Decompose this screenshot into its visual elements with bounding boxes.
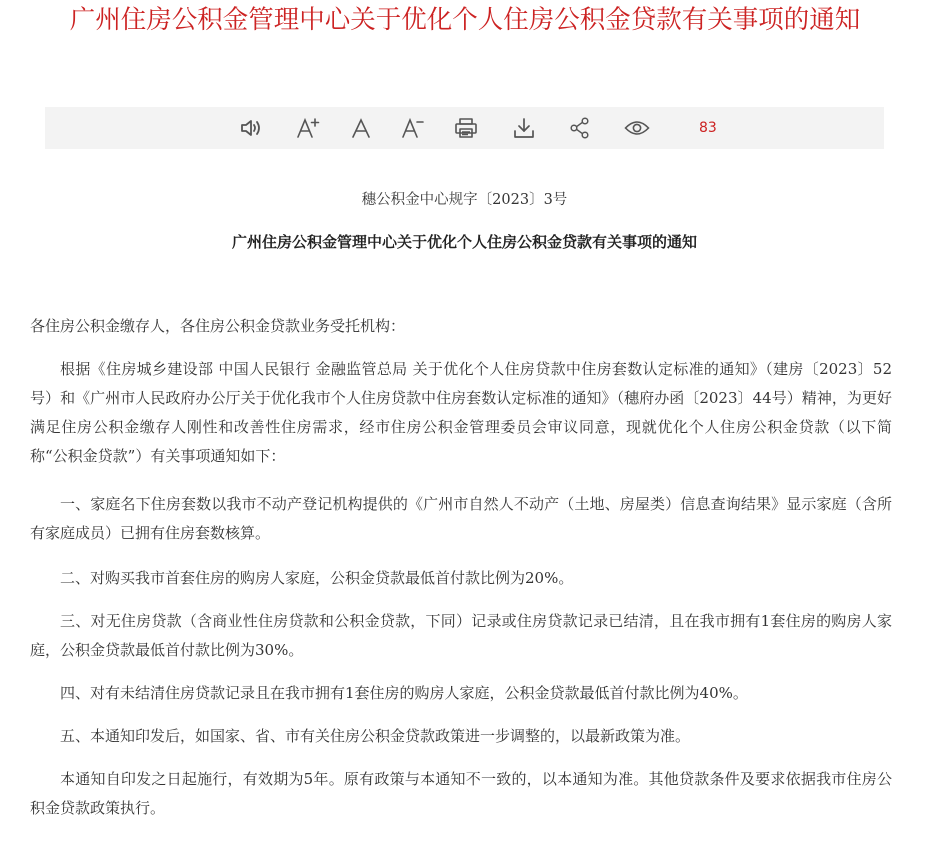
item-2-paragraph: 二、对购买我市首套住房的购房人家庭，公积金贷款最低首付款比例为20%。 bbox=[60, 569, 574, 587]
font-default-icon[interactable] bbox=[347, 114, 375, 142]
item-3-paragraph: 三、对无住房贷款（含商业性住房贷款和公积金贷款，下同）记录或住房贷款记录已结清，且在我市拥有1套住房的购房人家庭，公积金贷款最低首付款比例为30%。 bbox=[30, 612, 892, 659]
font-increase-icon[interactable] bbox=[294, 114, 322, 142]
intro-paragraph: 根据《住房城乡建设部 中国人民银行 金融监管总局 关于优化个人住房贷款中住房套数认定标准的通知》（建房〔2023〕52号）和《广州市人民政府办公厅关于优化我市个人住房贷款中住房套数认定标准的通知》（穗府办函〔2023〕44号）精神，为更好满足住房公积金缴存人刚性和改善性住房需求，经市住房公积金管理委员会审议同意，现就优化个人住房公积金贷款（以下简称“公积金贷款”）有关事项通知如下： bbox=[30, 360, 892, 465]
font-decrease-icon[interactable] bbox=[399, 114, 427, 142]
speaker-icon[interactable] bbox=[237, 114, 265, 142]
download-icon[interactable] bbox=[510, 114, 538, 142]
item-1-paragraph: 一、家庭名下住房套数以我市不动产登记机构提供的《广州市自然人不动产（土地、房屋类）信息查询结果》显示家庭（含所有家庭成员）已拥有住房套数核算。 bbox=[30, 495, 892, 542]
eye-icon bbox=[623, 114, 651, 142]
salutation: 各住房公积金缴存人，各住房公积金贷款业务受托机构： bbox=[30, 317, 406, 335]
item-5-paragraph: 五、本通知印发后，如国家、省、市有关住房公积金贷款政策进一步调整的，以最新政策为准。 bbox=[60, 727, 691, 745]
page-title: 广州住房公积金管理中心关于优化个人住房公积金贷款有关事项的通知 bbox=[69, 5, 861, 35]
document-subtitle: 广州住房公积金管理中心关于优化个人住房公积金贷款有关事项的通知 bbox=[231, 233, 697, 251]
view-count: 83 bbox=[699, 120, 717, 136]
article-toolbar bbox=[45, 107, 884, 149]
closing-paragraph: 本通知自印发之日起施行，有效期为5年。原有政策与本通知不一致的，以本通知为准。其他贷款条件及要求依据我市住房公积金贷款政策执行。 bbox=[30, 770, 892, 817]
print-icon[interactable] bbox=[452, 114, 480, 142]
item-4-paragraph: 四、对有未结清住房贷款记录且在我市拥有1套住房的购房人家庭，公积金贷款最低首付款比例为40%。 bbox=[60, 684, 748, 702]
document-number: 穗公积金中心规字〔2023〕3号 bbox=[361, 192, 568, 208]
share-icon[interactable] bbox=[566, 114, 594, 142]
